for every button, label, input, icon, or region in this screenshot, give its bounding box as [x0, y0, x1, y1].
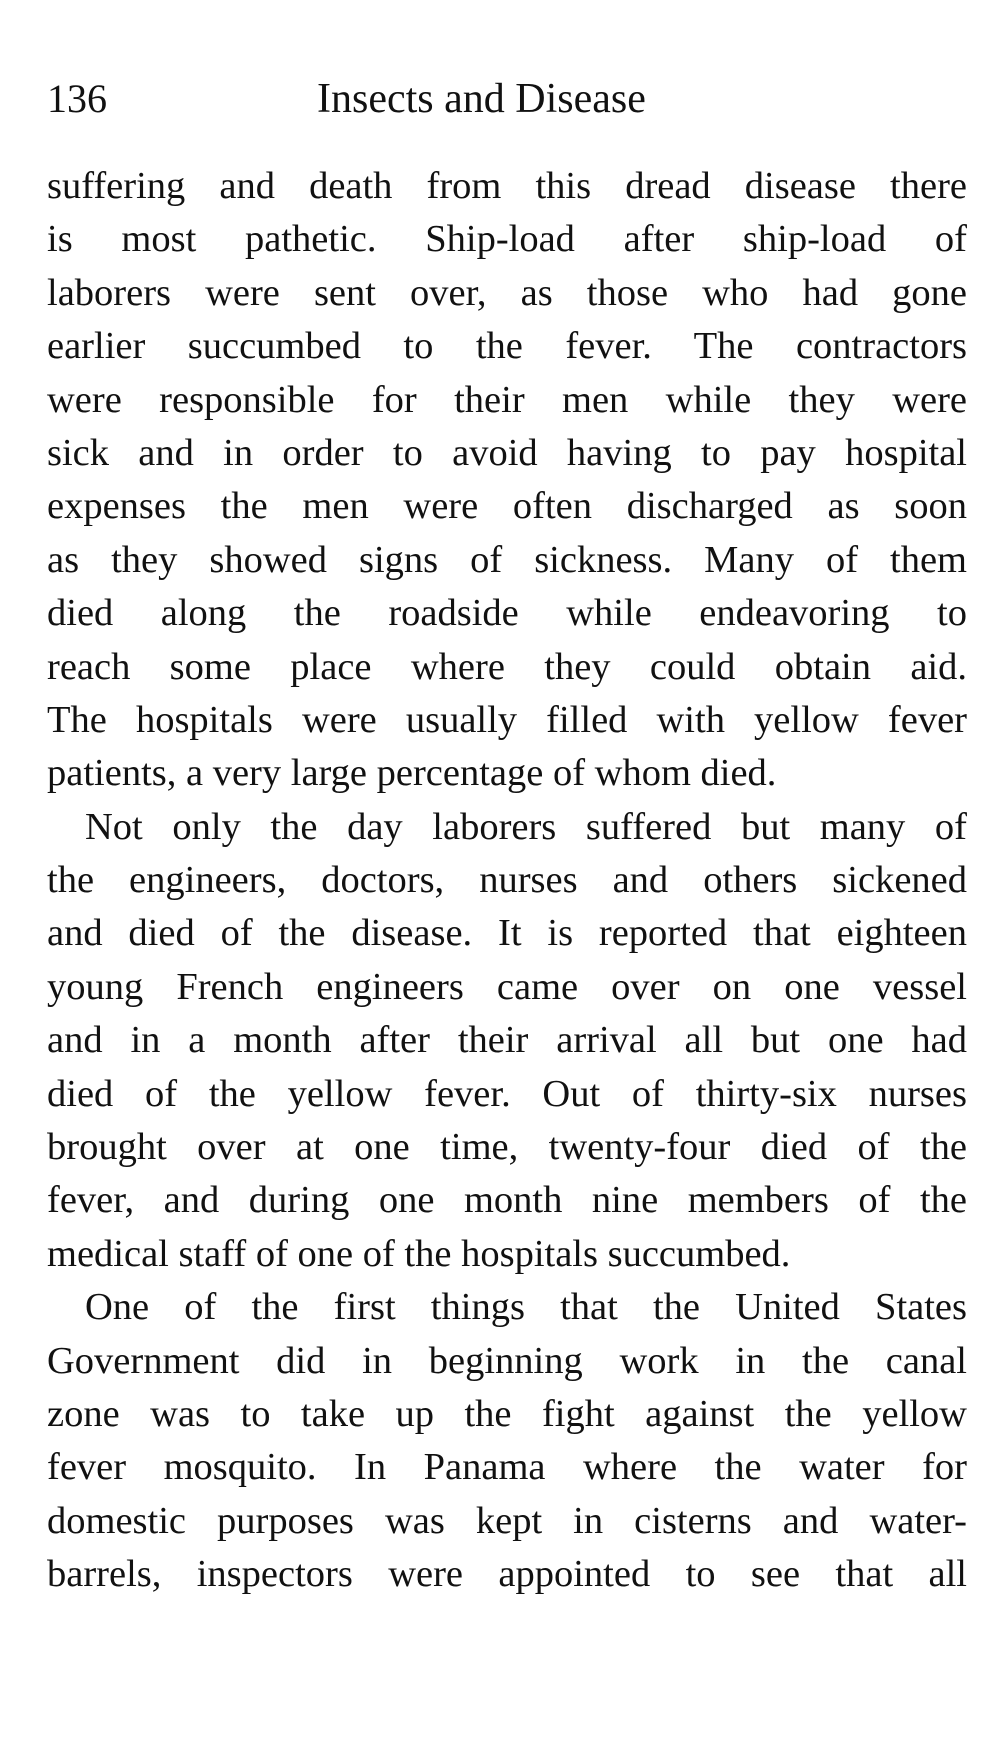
- text-line: fever mosquito. In Panama where the water for: [47, 1446, 967, 1489]
- text-line: expenses the men were often discharged as soon: [47, 485, 967, 528]
- text-line: laborers were sent over, as those who had gone: [47, 271, 967, 314]
- text-line: young French engineers came over on one vessel: [47, 965, 967, 1008]
- text-line: earlier succumbed to the fever. The contractors: [47, 325, 967, 368]
- body-text: [47, 160, 967, 1602]
- text-line: reach some place where they could obtain aid.: [47, 645, 967, 688]
- text-line: Government did in beginning work in the canal: [47, 1339, 967, 1382]
- text-line: patients, a very large percentage of whom died.: [47, 752, 777, 795]
- text-line: sick and in order to avoid having to pay hospital: [47, 431, 967, 474]
- text-line: barrels, inspectors were appointed to see that all: [47, 1553, 967, 1596]
- paragraph-first-line: Not only the day laborers suffered but many of: [85, 805, 967, 848]
- text-line: and in a month after their arrival all but one had: [47, 1019, 967, 1062]
- text-line: zone was to take up the fight against the yellow: [47, 1392, 967, 1435]
- text-line: as they showed signs of sickness. Many of them: [47, 538, 967, 581]
- text-line: the engineers, doctors, nurses and others sickened: [47, 859, 967, 902]
- page-header: [47, 74, 967, 134]
- text-line: is most pathetic. Ship-load after ship-load of: [47, 218, 967, 261]
- paragraph-first-line: One of the first things that the United States: [85, 1286, 967, 1329]
- text-line: domestic purposes was kept in cisterns and water-: [47, 1499, 967, 1542]
- text-line: medical staff of one of the hospitals succumbed.: [47, 1232, 791, 1275]
- text-line: fever, and during one month nine members of the: [47, 1179, 967, 1222]
- page-number: 136: [47, 76, 107, 121]
- text-line: died of the yellow fever. Out of thirty-six nurses: [47, 1072, 967, 1115]
- text-line: and died of the disease. It is reported that eighteen: [47, 912, 967, 955]
- text-line: The hospitals were usually filled with yellow fever: [47, 698, 967, 741]
- text-line: were responsible for their men while they were: [47, 378, 967, 421]
- running-title: Insects and Disease: [317, 76, 646, 122]
- text-line: brought over at one time, twenty-four died of the: [47, 1126, 967, 1169]
- text-line: suffering and death from this dread disease there: [47, 165, 967, 207]
- text-line: died along the roadside while endeavoring to: [47, 592, 967, 635]
